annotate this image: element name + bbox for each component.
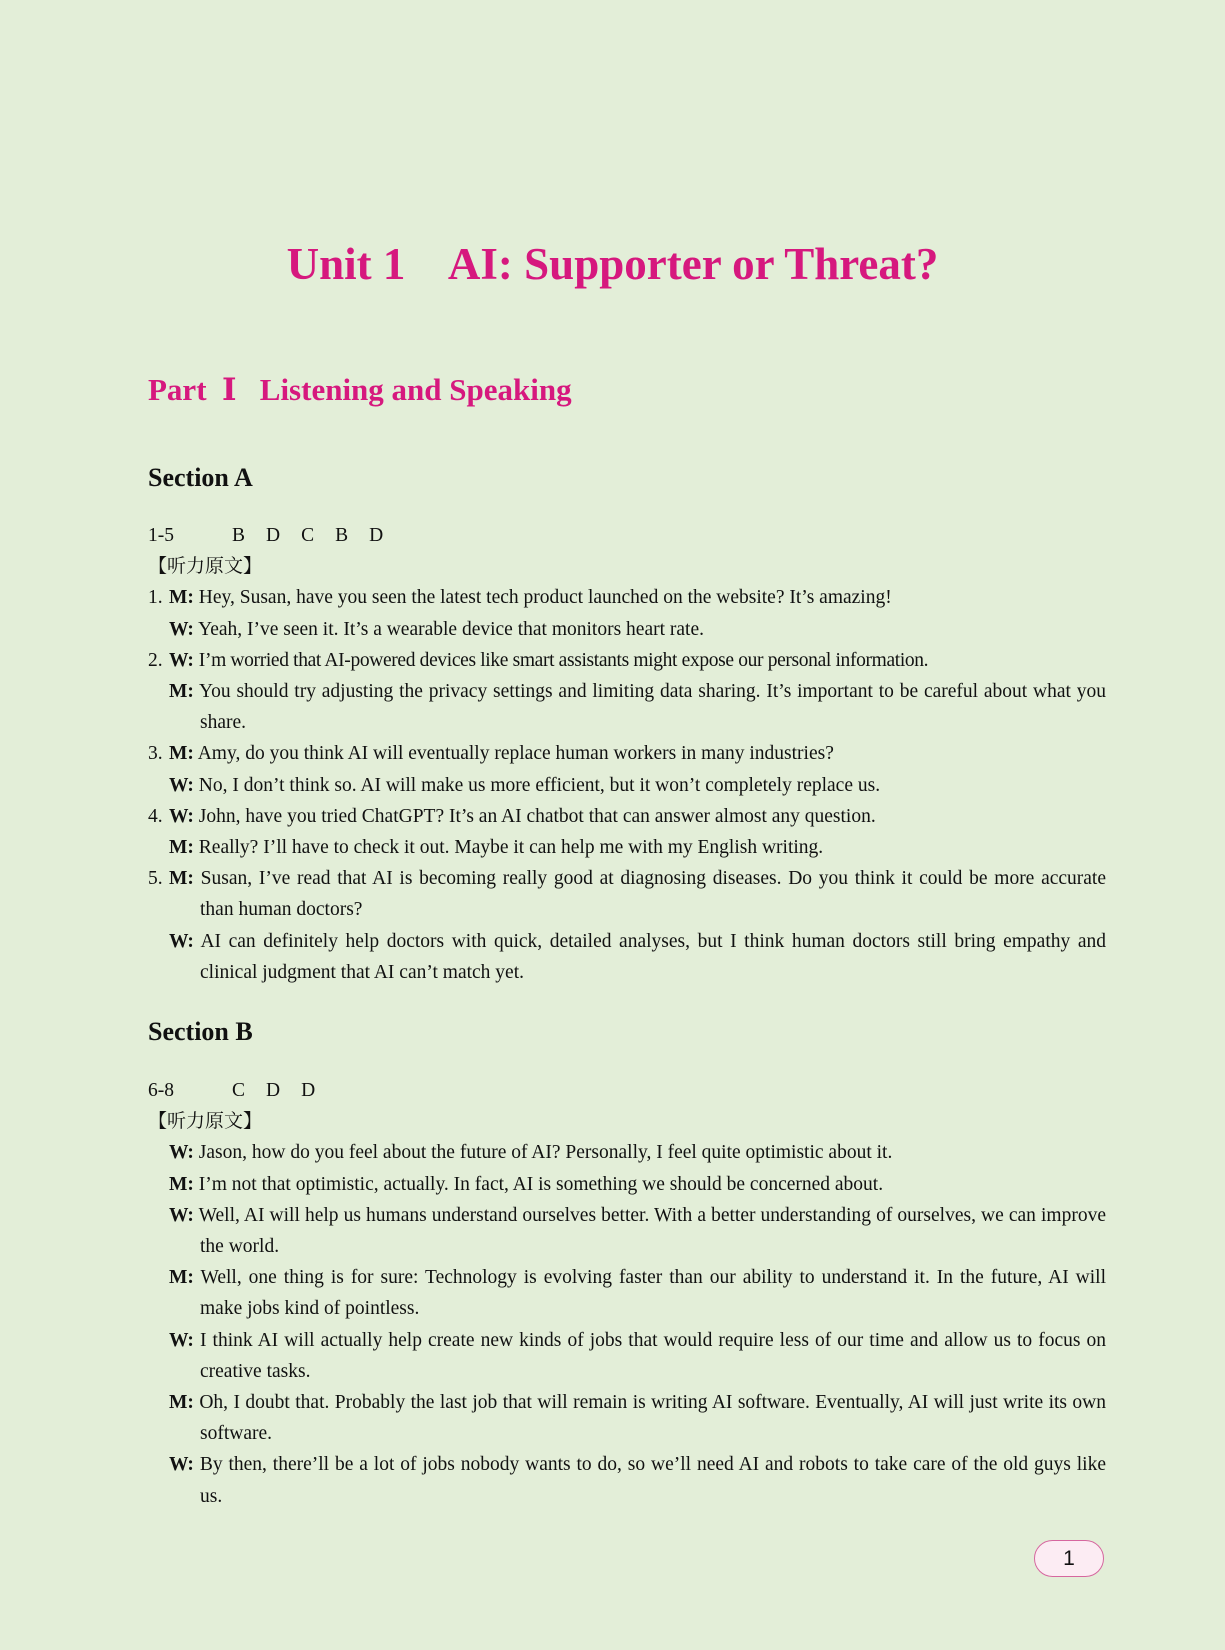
dialogue-line — [148, 645, 1106, 676]
dialogue-text: Susan, I’ve read that AI is becoming really good at diagnosing diseases. Do you think it could be more accurate than human doctors? — [200, 868, 1107, 921]
dialogue-line — [148, 1200, 1106, 1262]
dialogue-line — [148, 676, 1106, 738]
answer-item: B — [335, 525, 349, 546]
dialogue-text: Amy, do you think AI will eventually replace human workers in many industries? — [197, 743, 834, 765]
dialogue-line — [148, 801, 1106, 832]
answer-item: D — [266, 525, 281, 546]
dialogue-text: I’m not that optimistic, actually. In fact, AI is something we should be concerned about. — [198, 1173, 884, 1195]
speaker-label: W: — [169, 649, 194, 671]
dialogue-text: Really? I’ll have to check it out. Maybe it can help me with my English writing. — [198, 837, 824, 858]
dialogue-text: You should try adjusting the privacy settings and limiting data sharing. It’s important to be careful about what you share. — [199, 680, 1106, 734]
answer-range: 6-8 — [148, 1080, 174, 1101]
transcript-label: 【听力原文】 — [148, 1110, 263, 1133]
speaker-label: M: — [169, 743, 194, 765]
dialogue-text: John, have you tried ChatGPT? It’s an AI chatbot that can answer almost any question. — [198, 805, 876, 827]
dialogue-line — [148, 926, 1106, 988]
dialogue-line — [148, 614, 1106, 645]
section-a-heading: Section A — [148, 463, 253, 492]
section-b-heading: Section B — [148, 1017, 253, 1046]
dialogue-line — [148, 863, 1106, 925]
answer-item: B — [232, 525, 246, 546]
page-title: Unit 1 AI: Supporter or Threat? — [286, 239, 939, 289]
dialogue-line — [148, 832, 1106, 863]
answer-range: 1-5 — [148, 525, 174, 546]
answer-item: D — [266, 1080, 281, 1101]
speaker-label: W: — [169, 1142, 194, 1164]
dialogue-text: Well, one thing is for sure: Technology is evolving faster than our ability to understand it. In the future, AI will make jobs kind of pointless. — [200, 1267, 1106, 1320]
item-number: 4. — [148, 805, 163, 827]
speaker-label: W: — [169, 1329, 194, 1351]
dialogue-line — [148, 1387, 1106, 1449]
speaker-label: M: — [169, 587, 194, 609]
dialogue-text: Hey, Susan, have you seen the latest tech product launched on the website? It’s amazing! — [198, 587, 892, 609]
dialogue-text: Yeah, I’ve seen it. It’s a wearable device that monitors heart rate. — [198, 618, 704, 640]
speaker-label: W: — [169, 618, 194, 640]
item-number: 1. — [148, 587, 163, 609]
speaker-label: M: — [169, 868, 194, 890]
part-title: Part Ⅰ Listening and Speaking — [148, 372, 572, 407]
page-number-badge: 1 — [1034, 1540, 1104, 1577]
speaker-label: W: — [169, 930, 194, 952]
answer-item: C — [301, 525, 315, 546]
answer-key — [148, 1075, 1106, 1106]
section-a-body — [148, 520, 1106, 988]
dialogue-text: No, I don’t think so. AI will make us more efficient, but it won’t completely replace us. — [198, 774, 881, 796]
dialogue-line — [148, 1137, 1106, 1168]
dialogue-line — [148, 1262, 1106, 1324]
dialogue-text: By then, there’ll be a lot of jobs nobody wants to do, so we’ll need AI and robots to take care of the old guys like us. — [199, 1454, 1107, 1507]
transcript-label: 【听力原文】 — [148, 555, 263, 578]
section-b-body — [148, 1075, 1106, 1512]
item-number: 3. — [148, 743, 163, 765]
dialogue-text: Well, AI will help us humans understand ourselves better. With a better understanding of ourselves, we can improve the world. — [198, 1204, 1106, 1257]
answer-item: D — [369, 525, 384, 546]
dialogue-line — [148, 1449, 1106, 1511]
speaker-label: M: — [169, 1267, 194, 1289]
item-number: 2. — [148, 649, 163, 671]
dialogue-text: I think AI will actually help create new kinds of jobs that would require less of our time and allow us to focus on creative tasks. — [199, 1329, 1107, 1382]
answer-item: C — [232, 1080, 246, 1101]
speaker-label: W: — [169, 774, 194, 796]
speaker-label: M: — [169, 1173, 194, 1195]
dialogue-line — [148, 738, 1106, 769]
speaker-label: M: — [169, 1392, 194, 1413]
speaker-label: W: — [169, 1454, 194, 1476]
answer-item: D — [301, 1080, 316, 1101]
speaker-label: M: — [169, 837, 194, 858]
dialogue-text: I’m worried that AI-powered devices like smart assistants might expose our personal information. — [198, 649, 929, 671]
speaker-label: M: — [169, 680, 194, 702]
dialogue-line — [148, 582, 1106, 613]
speaker-label: W: — [169, 805, 194, 827]
speaker-label: W: — [169, 1204, 194, 1226]
item-number: 5. — [148, 868, 163, 890]
dialogue-line — [148, 1169, 1106, 1200]
dialogue-text: Jason, how do you feel about the future of AI? Personally, I feel quite optimistic about it. — [198, 1142, 893, 1164]
dialogue-line — [148, 770, 1106, 801]
dialogue-text: AI can definitely help doctors with quick, detailed analyses, but I think human doctors still bring empathy and clinical judgment that AI can’t match yet. — [200, 930, 1106, 983]
dialogue-text: Oh, I doubt that. Probably the last job that will remain is writing AI software. Eventually, AI will just write its own software. — [199, 1392, 1106, 1445]
dialogue-line — [148, 1325, 1106, 1387]
answer-key — [148, 520, 1106, 551]
